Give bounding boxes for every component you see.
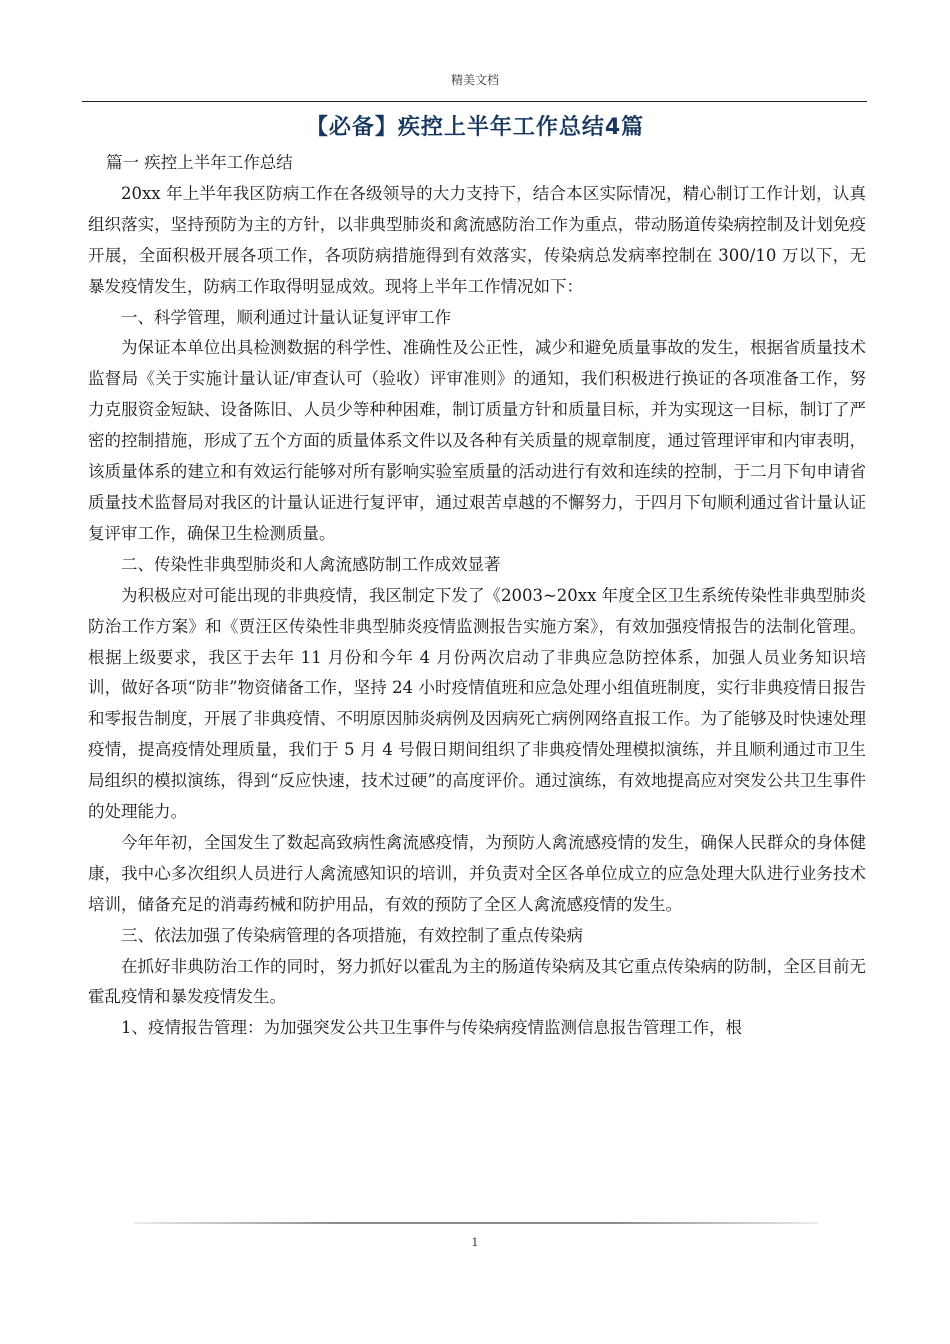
section-heading: 一、科学管理，顺利通过计量认证复评审工作 [121,307,451,327]
paragraph: 20xx 年上半年我区防病工作在各级领导的大力支持下，结合本区实际情况，精心制订工作计划，认真组织落实，坚持预防为主的方针，以非典型肺炎和禽流感防治工作为重点，带动肠道传染病控制及计划免疫开展，全面积极开展各项工作，各项防病措施得到有效落实，传染病总发病率控制在 300/10 万以下，无暴发疫情发生，防病工作取得明显成效。现将上半年工作情况如下： [88,183,866,296]
page-header: 精美文档 [450,73,499,87]
document-title: 【必备】疾控上半年工作总结4篇 [305,115,645,140]
document-body [88,148,866,1044]
paragraph: 今年年初，全国发生了数起高致病性禽流感疫情，为预防人禽流感疫情的发生，确保人民群众的身体健康，我中心多次组织人员进行人禽流感知识的培训，并负责对全区各单位成立的应急处理大队进行业务技术培训，储备充足的消毒药械和防护用品，有效的预防了全区人禽流感疫情的发生。 [88,832,866,914]
section-heading: 三、依法加强了传染病管理的各项措施，有效控制了重点传染病 [121,925,583,945]
header-divider [82,101,867,102]
section-heading: 二、传染性非典型肺炎和人禽流感防制工作成效显著 [121,554,501,574]
paragraph: 为保证本单位出具检测数据的科学性、准确性及公正性，减少和避免质量事故的发生，根据省质量技术监督局《关于实施计量认证/审查认可（验收）评审准则》的通知，我们积极进行换证的各项准备工作，努力克服资金短缺、设备陈旧、人员少等种种困难，制订质量方针和质量目标，并为实现这一目标，制订了严密的控制措施，形成了五个方面的质量体系文件以及各种有关质量的规章制度，通过管理评审和内审表明，该质量体系的建立和有效运行能够对所有影响实验室质量的活动进行有效和连续的控制，于二月下旬申请省质量技术监督局对我区的计量认证进行复评审，通过艰苦卓越的不懈努力，于四月下旬顺利通过省计量认证复评审工作，确保卫生检测质量。 [88,338,866,543]
paragraph: 为积极应对可能出现的非典疫情，我区制定下发了《2003~20xx 年度全区卫生系统传染性非典型肺炎防治工作方案》和《贾汪区传染性非典型肺炎疫情监测报告实施方案》，有效加强疫情报告的法制化管理。根据上级要求，我区于去年 11 月份和今年 4 月份两次启动了非典应急防控体系，加强人员业务知识培训，做好各项“防非”物资储备工作，坚持 24 小时疫情值班和应急处理小组值班制度，实行非典疫情日报告和零报告制度，开展了非典疫情、不明原因肺炎病例及因病死亡病例网络直报工作。为了能够及时快速处理疫情，提高疫情处理质量，我们于 5 月 4 号假日期间组织了非典疫情处理模拟演练，并且顺利通过市卫生局组织的模拟演练，得到“反应快速，技术过硬”的高度评价。通过演练，有效地提高应对突发公共卫生事件的处理能力。 [88,585,866,822]
footer-divider [134,1222,818,1224]
paragraph: 1、疫情报告管理：为加强突发公共卫生事件与传染病疫情监测信息报告管理工作，根 [121,1018,742,1038]
paragraph: 在抓好非典防治工作的同时，努力抓好以霍乱为主的肠道传染病及其它重点传染病的防制，全区目前无霍乱疫情和暴发疫情发生。 [88,956,866,1007]
page-number: 1 [471,1236,479,1249]
section-heading: 篇一 疾控上半年工作总结 [106,153,293,172]
